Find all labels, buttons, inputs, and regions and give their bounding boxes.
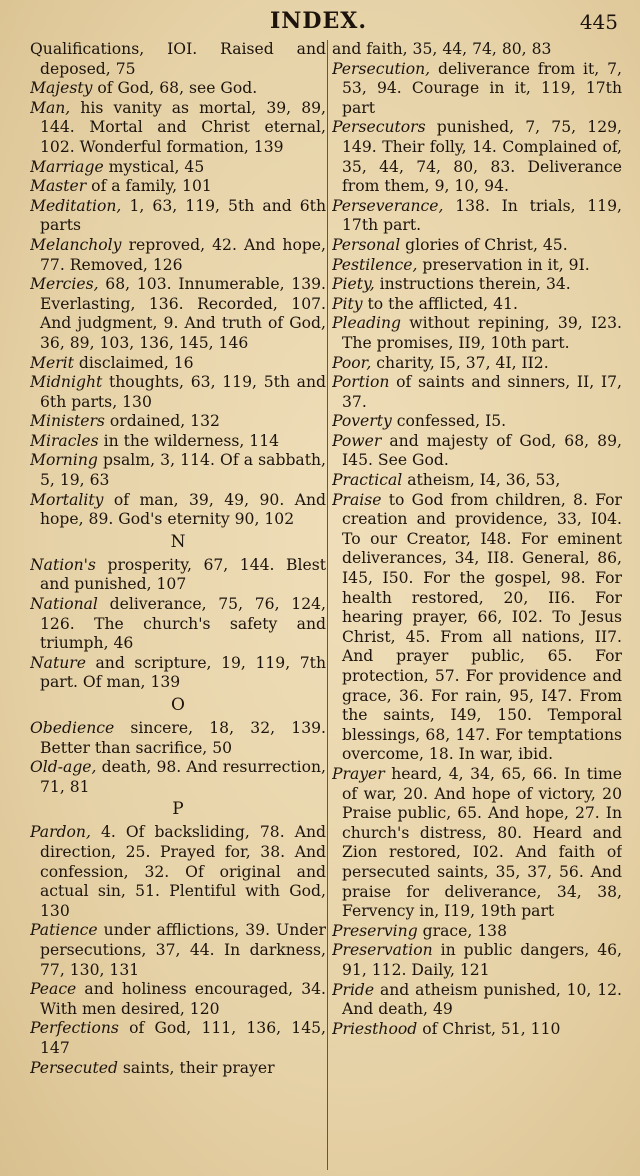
entry-term: Merit [30,353,74,372]
index-entry [30,158,326,178]
entry-references: reproved, 42. And hope, 77. Removed, 126 [40,235,326,274]
entry-references: punished, 7, 75, 129, 149. Their folly, 14. Complained of, 35, 44, 74, 80, 83. Deliverance from them, 9, 10, 94. [342,118,622,196]
entry-term: Perfections [30,1019,119,1038]
entry-term: Majesty [30,79,93,98]
entry-references: Qualifications, IOI. Raised and deposed, 75 [30,40,326,78]
entry-references: of God, 68, see God. [92,79,258,98]
entry-term: Prayer [332,764,385,783]
entry-references: confessed, I5. [391,412,507,431]
index-right-column [332,40,622,1174]
index-entry [30,197,326,236]
index-entry [30,980,326,1019]
entry-term: Persecution, [332,59,431,78]
index-entry [30,79,326,99]
entry-references: in public dangers, 46, 91, 112. Daily, 121 [342,941,622,979]
index-entry [30,354,326,374]
index-entry [332,1020,622,1040]
index-entry [30,40,326,79]
entry-term: Master [30,177,87,196]
index-entry [30,719,326,758]
entry-term: Preservation [332,941,433,960]
index-entry [332,941,622,980]
entry-references: his vanity as mortal, 39, 89, 144. Mortal and Christ eternal, 102. Wonderful formation, 139 [40,98,326,156]
index-entry [30,412,326,432]
index-entry [30,177,326,197]
entry-references: under afflictions, 39. Under persecutions, 37, 44. In darkness, 77, 130, 131 [40,921,326,979]
index-entry [332,765,622,922]
entry-references: of saints and sinners, II, I7, 37. [342,373,622,411]
index-entry [332,922,622,942]
index-entry [30,491,326,530]
entry-references: 1, 63, 119, 5th and 6th parts [40,196,326,235]
index-entry [332,197,622,236]
index-entry [30,236,326,275]
entry-term: Nation's [30,555,96,574]
entry-term: Pestilence, [332,255,418,274]
entry-term: Piety, [332,275,375,294]
entry-references: preservation in it, 9I. [417,255,590,274]
section-letter: N [170,531,186,552]
entry-term: Meditation, [30,196,122,215]
index-entry [30,556,326,595]
entry-term: Power [332,431,382,450]
entry-references: mystical, 45 [103,157,205,176]
entry-references: of God, 111, 136, 145, 147 [40,1019,326,1057]
entry-term: Priesthood [332,1019,418,1038]
entry-references: death, 98. And resurrection, 71, 81 [40,758,326,796]
entry-references: disclaimed, 16 [73,353,194,372]
index-entry [332,373,622,412]
page-header [0,6,640,38]
entry-references: and atheism punished, 10, 12. And death, 49 [342,980,622,1019]
index-entry [332,981,622,1020]
entry-term: Mortality [30,490,104,509]
entry-term: Midnight [30,373,103,392]
entry-term: Practical [332,471,403,490]
entry-references: charity, I5, 37, 4I, II2. [371,353,549,372]
entry-term: Pardon, [30,823,91,842]
entry-term: Ministers [30,412,105,431]
entry-term: Praise [332,490,382,509]
index-entry [30,1019,326,1058]
index-entry [332,256,622,276]
index-entry [30,654,326,693]
entry-references: sincere, 18, 32, 139. Better than sacrifice, 50 [40,719,326,757]
index-entry [332,40,622,60]
entry-references: psalm, 3, 114. Of a sabbath, 5, 19, 63 [40,451,326,490]
index-entry [332,354,622,374]
entry-term: Morning [30,451,98,470]
entry-term: Old-age, [30,758,97,777]
entry-references: of man, 39, 49, 90. And hope, 89. God's eternity 90, 102 [40,490,326,529]
entry-term: National [30,595,98,614]
index-entry [30,373,326,412]
entry-references: to God from children, 8. For creation and providence, 33, I04. To our Creator, I48. For eminent deliverances, 34, II8. General, 86, I45, I50. For the gospel, 98. For health restored, 20, II6. For hearing prayer, 66, I02. To Jesus Christ, 45. From all nations, II7. And prayer public, 65. For protection, 57. For providence and grace, 36. For rain, 95, I47. From the saints, I49, 150. Temporal blessings, 68, 147. For temptations overcome, 18. In war, ibid. [342,490,622,764]
index-entry [30,758,326,797]
entry-term: Peace [30,980,77,999]
column-divider [327,40,328,1170]
entry-references: 4. Of backsliding, 78. And direction, 25. Prayed for, 38. And confession, 32. Of original and actual sin, 51. Plentiful with God, 130 [40,823,326,920]
entry-term: Pity [332,294,363,313]
entry-references: glories of Christ, 45. [400,235,568,254]
index-entry [332,471,622,491]
entry-references: 138. In trials, 119, 17th part. [342,196,622,235]
index-entry [332,314,622,353]
entry-term: Mercies, [30,275,99,294]
index-entry [30,595,326,654]
entry-term: Pride [332,980,375,999]
entry-term: Pleading [332,314,401,333]
index-entry [332,295,622,315]
entry-references: deliverance, 75, 76, 124, 126. The church's safety and triumph, 46 [40,595,326,653]
entry-term: Melancholy [30,235,122,254]
entry-term: Nature [30,653,86,672]
entry-term: Patience [30,921,98,940]
entry-references: prosperity, 67, 144. Blest and punished, 107 [40,555,326,594]
page-number: 445 [579,10,618,34]
section-letter: O [171,695,185,715]
entry-references: of Christ, 51, 110 [417,1019,561,1038]
section-letter: P [172,799,184,820]
entry-references: 68, 103. Innumerable, 139. Everlasting, 136. Recorded, 107. And judgment, 9. And truth of God, 36, 89, 103, 136, 145, 146 [40,275,326,352]
index-entry [332,412,622,432]
entry-references: of a family, 101 [86,177,212,196]
entry-references: ordained, 132 [104,412,220,431]
index-entry [332,236,622,256]
index-left-column [30,40,326,1174]
index-entry [30,921,326,980]
index-entry [30,432,326,452]
entry-term: Marriage [30,157,104,176]
entry-term: Personal [332,235,401,254]
entry-term: Poverty [332,412,392,431]
entry-term: Perseverance, [332,196,444,215]
index-entry [30,99,326,158]
entry-term: Man, [30,98,71,117]
entry-term: Portion [332,373,390,392]
index-entry [30,823,326,921]
entry-references: deliverance from it, 7, 53, 94. Courage in it, 119, 17th part [342,59,622,117]
entry-term: Poor, [332,353,372,372]
entry-references: to the afflicted, 41. [362,294,518,313]
entry-references: and holiness encouraged, 34. With men desired, 120 [40,980,326,1018]
entry-references: thoughts, 63, 119, 5th and 6th parts, 130 [40,373,326,411]
entry-term: Miracles [30,431,99,450]
entry-references: instructions therein, 34. [374,275,571,294]
entry-references: atheism, I4, 36, 53, [402,471,561,490]
index-entry [332,118,622,196]
index-entry [332,491,622,765]
entry-term: Obedience [30,719,115,737]
entry-references: and majesty of God, 68, 89, I45. See God. [342,431,622,470]
index-entry [30,275,326,353]
index-entry [332,60,622,119]
entry-references: grace, 138 [417,921,508,940]
entry-references: without repining, 39, I23. The promises, II9, 10th part. [342,314,622,352]
entry-references: and faith, 35, 44, 74, 80, 83 [332,40,552,58]
index-entry [30,1059,326,1079]
entry-term: Preserving [332,921,418,940]
entry-term: Persecuted [30,1058,118,1077]
entry-references: and scripture, 19, 119, 7th part. Of man, 139 [40,653,326,692]
entry-references: saints, their prayer [117,1058,275,1077]
index-title: INDEX. [270,8,367,34]
entry-references: heard, 4, 34, 65, 66. In time of war, 20. And hope of victory, 20 Praise public, 65. And hope, 27. In church's distress, 80. Heard and Zion restored, I02. And faith of persecuted saints, 35, 37, 56. And praise for deliverance, 34, 38, Fervency in, I19, 19th part [342,764,622,921]
entry-term: Persecutors [332,118,426,137]
index-entry [332,432,622,471]
index-entry [332,275,622,295]
entry-references: in the wilderness, 114 [98,431,280,450]
index-entry [30,451,326,490]
